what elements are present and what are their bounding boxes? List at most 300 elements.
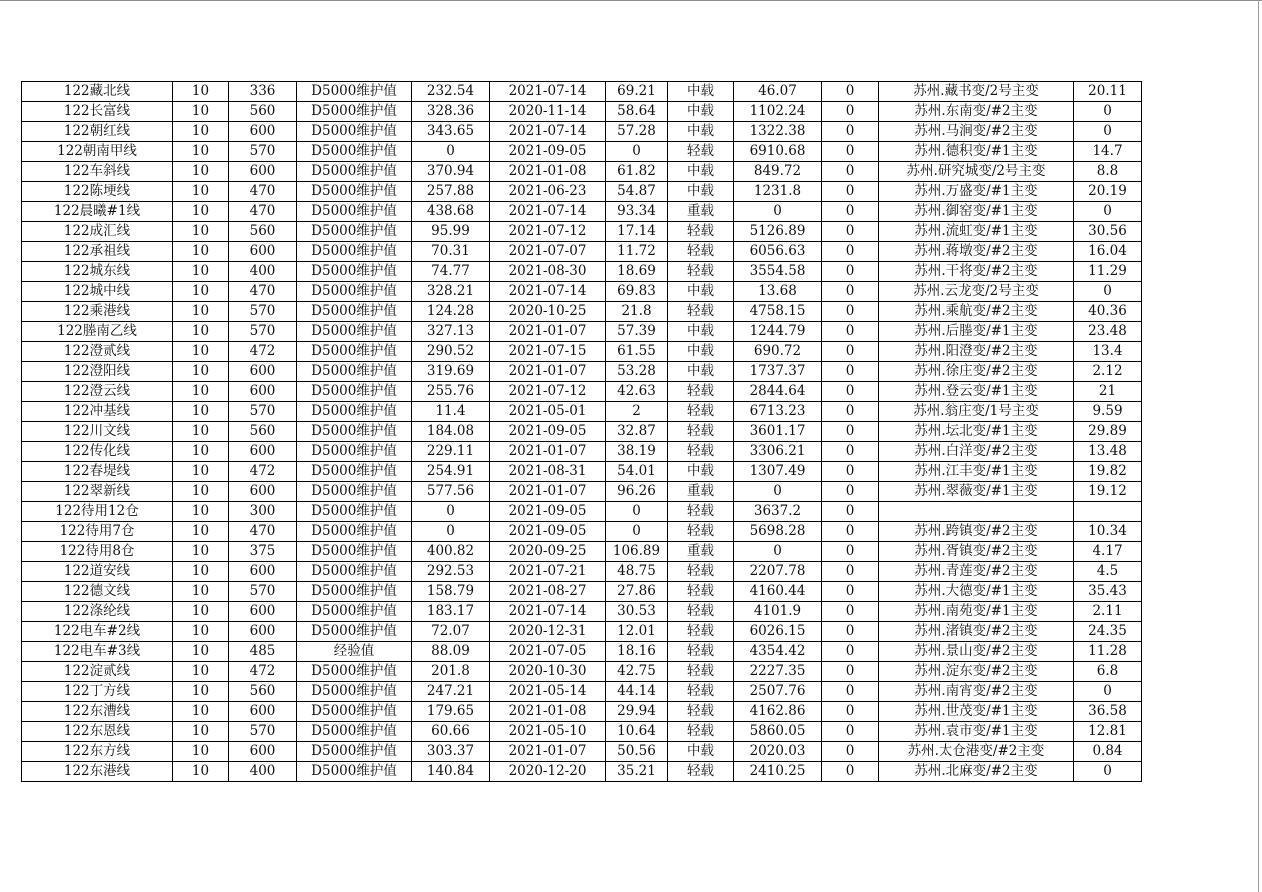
cell-current[interactable]: 0	[412, 142, 490, 162]
cell-date[interactable]: 2021-07-12	[490, 222, 606, 242]
cell-capacity[interactable]: 6713.23	[734, 402, 822, 422]
cell-count[interactable]: 0	[822, 402, 879, 422]
cell-rated-current[interactable]: 472	[229, 662, 297, 682]
cell-substation-transformer[interactable]: 苏州.研究城变/2号主变	[879, 162, 1074, 182]
cell-source[interactable]: D5000维护值	[297, 362, 412, 382]
cell-count[interactable]: 0	[822, 662, 879, 682]
cell-substation-transformer[interactable]: 苏州.袁市变/#1主变	[879, 722, 1074, 742]
cell-rated-current[interactable]: 560	[229, 682, 297, 702]
cell-count[interactable]: 0	[822, 322, 879, 342]
cell-load-status[interactable]: 轻载	[668, 262, 734, 282]
cell-current[interactable]: 328.21	[412, 282, 490, 302]
cell-date[interactable]: 2020-12-31	[490, 622, 606, 642]
cell-substation-transformer[interactable]: 苏州.万盛变/#1主变	[879, 182, 1074, 202]
cell-transformer-load[interactable]: 40.36	[1074, 302, 1142, 322]
cell-capacity[interactable]: 5860.05	[734, 722, 822, 742]
cell-load-rate[interactable]: 12.01	[606, 622, 668, 642]
cell-date[interactable]: 2021-01-08	[490, 702, 606, 722]
cell-substation-transformer[interactable]: 苏州.徐庄变/#2主变	[879, 362, 1074, 382]
cell-source[interactable]: D5000维护值	[297, 342, 412, 362]
cell-current[interactable]: 158.79	[412, 582, 490, 602]
cell-source[interactable]: D5000维护值	[297, 142, 412, 162]
cell-source[interactable]: D5000维护值	[297, 622, 412, 642]
cell-rated-current[interactable]: 472	[229, 462, 297, 482]
cell-date[interactable]: 2020-10-30	[490, 662, 606, 682]
cell-rated-current[interactable]: 300	[229, 502, 297, 522]
cell-substation-transformer[interactable]: 苏州.藏书变/2号主变	[879, 82, 1074, 102]
cell-rated-current[interactable]: 600	[229, 622, 297, 642]
cell-current[interactable]: 95.99	[412, 222, 490, 242]
cell-transformer-load[interactable]: 0	[1074, 682, 1142, 702]
cell-rated-current[interactable]: 336	[229, 82, 297, 102]
cell-capacity[interactable]: 1244.79	[734, 322, 822, 342]
cell-load-rate[interactable]: 17.14	[606, 222, 668, 242]
cell-current[interactable]: 257.88	[412, 182, 490, 202]
cell-count[interactable]: 0	[822, 142, 879, 162]
cell-source[interactable]: D5000维护值	[297, 222, 412, 242]
cell-count[interactable]: 0	[822, 202, 879, 222]
cell-voltage[interactable]: 10	[173, 282, 229, 302]
cell-current[interactable]: 328.36	[412, 102, 490, 122]
cell-date[interactable]: 2021-01-07	[490, 482, 606, 502]
cell-substation-transformer[interactable]: 苏州.南宵变/#2主变	[879, 682, 1074, 702]
cell-line-name[interactable]: 122德文线	[22, 582, 173, 602]
cell-source[interactable]: D5000维护值	[297, 522, 412, 542]
cell-date[interactable]: 2021-08-31	[490, 462, 606, 482]
cell-current[interactable]: 290.52	[412, 342, 490, 362]
cell-voltage[interactable]: 10	[173, 442, 229, 462]
cell-load-rate[interactable]: 53.28	[606, 362, 668, 382]
cell-transformer-load[interactable]: 0	[1074, 282, 1142, 302]
cell-rated-current[interactable]: 470	[229, 522, 297, 542]
cell-voltage[interactable]: 10	[173, 102, 229, 122]
cell-line-name[interactable]: 122晨曦#1线	[22, 202, 173, 222]
cell-load-rate[interactable]: 0	[606, 502, 668, 522]
cell-load-status[interactable]: 轻载	[668, 582, 734, 602]
cell-capacity[interactable]: 3306.21	[734, 442, 822, 462]
cell-capacity[interactable]: 4101.9	[734, 602, 822, 622]
cell-line-name[interactable]: 122澄云线	[22, 382, 173, 402]
cell-source[interactable]: D5000维护值	[297, 382, 412, 402]
cell-load-status[interactable]: 轻载	[668, 402, 734, 422]
cell-count[interactable]: 0	[822, 442, 879, 462]
cell-load-rate[interactable]: 54.87	[606, 182, 668, 202]
cell-date[interactable]: 2021-09-05	[490, 142, 606, 162]
cell-current[interactable]: 124.28	[412, 302, 490, 322]
cell-load-status[interactable]: 轻载	[668, 682, 734, 702]
cell-capacity[interactable]: 4162.86	[734, 702, 822, 722]
cell-load-rate[interactable]: 61.82	[606, 162, 668, 182]
cell-source[interactable]: 经验值	[297, 642, 412, 662]
cell-rated-current[interactable]: 560	[229, 102, 297, 122]
cell-capacity[interactable]: 1322.38	[734, 122, 822, 142]
cell-line-name[interactable]: 122东恩线	[22, 722, 173, 742]
cell-count[interactable]: 0	[822, 382, 879, 402]
cell-line-name[interactable]: 122东漕线	[22, 702, 173, 722]
cell-line-name[interactable]: 122川文线	[22, 422, 173, 442]
cell-line-name[interactable]: 122澄阳线	[22, 362, 173, 382]
cell-capacity[interactable]: 0	[734, 202, 822, 222]
cell-voltage[interactable]: 10	[173, 602, 229, 622]
cell-date[interactable]: 2021-07-05	[490, 642, 606, 662]
cell-substation-transformer[interactable]: 苏州.太仓港变/#2主变	[879, 742, 1074, 762]
cell-count[interactable]: 0	[822, 82, 879, 102]
cell-source[interactable]: D5000维护值	[297, 202, 412, 222]
cell-load-rate[interactable]: 44.14	[606, 682, 668, 702]
cell-source[interactable]: D5000维护值	[297, 762, 412, 782]
cell-current[interactable]: 370.94	[412, 162, 490, 182]
cell-source[interactable]: D5000维护值	[297, 582, 412, 602]
cell-count[interactable]: 0	[822, 302, 879, 322]
cell-rated-current[interactable]: 560	[229, 222, 297, 242]
cell-count[interactable]: 0	[822, 562, 879, 582]
cell-load-rate[interactable]: 106.89	[606, 542, 668, 562]
cell-date[interactable]: 2021-07-21	[490, 562, 606, 582]
cell-load-status[interactable]: 轻载	[668, 622, 734, 642]
cell-current[interactable]: 201.8	[412, 662, 490, 682]
cell-load-status[interactable]: 中载	[668, 122, 734, 142]
cell-line-name[interactable]: 122淀贰线	[22, 662, 173, 682]
cell-count[interactable]: 0	[822, 262, 879, 282]
cell-date[interactable]: 2021-01-07	[490, 322, 606, 342]
cell-load-rate[interactable]: 18.69	[606, 262, 668, 282]
cell-rated-current[interactable]: 470	[229, 282, 297, 302]
cell-rated-current[interactable]: 600	[229, 702, 297, 722]
cell-substation-transformer[interactable]: 苏州.世茂变/#1主变	[879, 702, 1074, 722]
cell-load-status[interactable]: 重载	[668, 542, 734, 562]
cell-line-name[interactable]: 122车斜线	[22, 162, 173, 182]
cell-transformer-load[interactable]: 0.84	[1074, 742, 1142, 762]
cell-rated-current[interactable]: 400	[229, 262, 297, 282]
cell-date[interactable]: 2021-01-07	[490, 362, 606, 382]
cell-line-name[interactable]: 122涤纶线	[22, 602, 173, 622]
cell-date[interactable]: 2021-07-14	[490, 82, 606, 102]
cell-transformer-load[interactable]: 20.19	[1074, 182, 1142, 202]
cell-rated-current[interactable]: 600	[229, 482, 297, 502]
cell-current[interactable]: 247.21	[412, 682, 490, 702]
cell-voltage[interactable]: 10	[173, 502, 229, 522]
cell-transformer-load[interactable]: 29.89	[1074, 422, 1142, 442]
cell-rated-current[interactable]: 570	[229, 322, 297, 342]
cell-load-rate[interactable]: 69.21	[606, 82, 668, 102]
cell-load-rate[interactable]: 58.64	[606, 102, 668, 122]
cell-line-name[interactable]: 122翠新线	[22, 482, 173, 502]
cell-source[interactable]: D5000维护值	[297, 102, 412, 122]
cell-transformer-load[interactable]: 0	[1074, 762, 1142, 782]
cell-source[interactable]: D5000维护值	[297, 462, 412, 482]
cell-substation-transformer[interactable]: 苏州.跨镇变/#2主变	[879, 522, 1074, 542]
cell-current[interactable]: 60.66	[412, 722, 490, 742]
cell-source[interactable]: D5000维护值	[297, 542, 412, 562]
cell-line-name[interactable]: 122冲基线	[22, 402, 173, 422]
cell-date[interactable]: 2021-07-15	[490, 342, 606, 362]
cell-count[interactable]: 0	[822, 482, 879, 502]
cell-transformer-load[interactable]: 36.58	[1074, 702, 1142, 722]
cell-count[interactable]: 0	[822, 422, 879, 442]
cell-count[interactable]: 0	[822, 342, 879, 362]
cell-load-rate[interactable]: 42.63	[606, 382, 668, 402]
cell-capacity[interactable]: 1737.37	[734, 362, 822, 382]
cell-load-status[interactable]: 中载	[668, 282, 734, 302]
cell-load-rate[interactable]: 29.94	[606, 702, 668, 722]
cell-transformer-load[interactable]: 19.82	[1074, 462, 1142, 482]
cell-load-rate[interactable]: 96.26	[606, 482, 668, 502]
cell-voltage[interactable]: 10	[173, 242, 229, 262]
cell-line-name[interactable]: 122承祖线	[22, 242, 173, 262]
cell-rated-current[interactable]: 600	[229, 242, 297, 262]
cell-date[interactable]: 2021-07-14	[490, 122, 606, 142]
cell-load-status[interactable]: 轻载	[668, 502, 734, 522]
cell-voltage[interactable]: 10	[173, 702, 229, 722]
cell-load-status[interactable]: 轻载	[668, 562, 734, 582]
cell-substation-transformer[interactable]: 苏州.北麻变/#2主变	[879, 762, 1074, 782]
cell-capacity[interactable]: 2227.35	[734, 662, 822, 682]
cell-count[interactable]: 0	[822, 522, 879, 542]
cell-load-status[interactable]: 轻载	[668, 762, 734, 782]
cell-capacity[interactable]: 1307.49	[734, 462, 822, 482]
cell-source[interactable]: D5000维护值	[297, 82, 412, 102]
cell-transformer-load[interactable]: 14.7	[1074, 142, 1142, 162]
cell-load-status[interactable]: 中载	[668, 102, 734, 122]
cell-count[interactable]: 0	[822, 582, 879, 602]
cell-substation-transformer[interactable]: 苏州.阳澄变/#2主变	[879, 342, 1074, 362]
cell-line-name[interactable]: 122待用12仓	[22, 502, 173, 522]
cell-transformer-load[interactable]: 19.12	[1074, 482, 1142, 502]
cell-capacity[interactable]: 2020.03	[734, 742, 822, 762]
cell-load-rate[interactable]: 27.86	[606, 582, 668, 602]
cell-substation-transformer[interactable]: 苏州.翠薇变/#1主变	[879, 482, 1074, 502]
cell-current[interactable]: 140.84	[412, 762, 490, 782]
cell-substation-transformer[interactable]: 苏州.渚镇变/#2主变	[879, 622, 1074, 642]
cell-date[interactable]: 2021-07-14	[490, 602, 606, 622]
cell-load-status[interactable]: 中载	[668, 162, 734, 182]
cell-current[interactable]: 303.37	[412, 742, 490, 762]
cell-count[interactable]: 0	[822, 282, 879, 302]
cell-load-rate[interactable]: 32.87	[606, 422, 668, 442]
cell-current[interactable]: 292.53	[412, 562, 490, 582]
cell-date[interactable]: 2021-08-30	[490, 262, 606, 282]
cell-substation-transformer[interactable]: 苏州.青莲变/#2主变	[879, 562, 1074, 582]
cell-transformer-load[interactable]: 9.59	[1074, 402, 1142, 422]
cell-voltage[interactable]: 10	[173, 662, 229, 682]
cell-current[interactable]: 11.4	[412, 402, 490, 422]
cell-load-status[interactable]: 轻载	[668, 602, 734, 622]
cell-rated-current[interactable]: 570	[229, 142, 297, 162]
cell-load-status[interactable]: 轻载	[668, 242, 734, 262]
cell-rated-current[interactable]: 600	[229, 382, 297, 402]
cell-count[interactable]: 0	[822, 742, 879, 762]
cell-date[interactable]: 2021-08-27	[490, 582, 606, 602]
cell-capacity[interactable]: 6056.63	[734, 242, 822, 262]
cell-transformer-load[interactable]: 6.8	[1074, 662, 1142, 682]
cell-current[interactable]: 74.77	[412, 262, 490, 282]
cell-voltage[interactable]: 10	[173, 262, 229, 282]
cell-date[interactable]: 2021-05-01	[490, 402, 606, 422]
cell-voltage[interactable]: 10	[173, 302, 229, 322]
cell-current[interactable]: 438.68	[412, 202, 490, 222]
cell-load-rate[interactable]: 38.19	[606, 442, 668, 462]
cell-rated-current[interactable]: 570	[229, 402, 297, 422]
cell-current[interactable]: 343.65	[412, 122, 490, 142]
cell-line-name[interactable]: 122待用8仓	[22, 542, 173, 562]
cell-current[interactable]: 72.07	[412, 622, 490, 642]
cell-substation-transformer[interactable]: 苏州.蒋墩变/#2主变	[879, 242, 1074, 262]
cell-count[interactable]: 0	[822, 762, 879, 782]
cell-load-status[interactable]: 轻载	[668, 642, 734, 662]
cell-current[interactable]: 327.13	[412, 322, 490, 342]
cell-capacity[interactable]: 3601.17	[734, 422, 822, 442]
cell-load-status[interactable]: 轻载	[668, 522, 734, 542]
cell-current[interactable]: 400.82	[412, 542, 490, 562]
cell-voltage[interactable]: 10	[173, 382, 229, 402]
cell-date[interactable]: 2021-05-10	[490, 722, 606, 742]
cell-rated-current[interactable]: 600	[229, 122, 297, 142]
cell-current[interactable]: 179.65	[412, 702, 490, 722]
cell-load-status[interactable]: 轻载	[668, 422, 734, 442]
cell-capacity[interactable]: 1231.8	[734, 182, 822, 202]
cell-load-rate[interactable]: 2	[606, 402, 668, 422]
cell-load-rate[interactable]: 57.28	[606, 122, 668, 142]
cell-load-rate[interactable]: 57.39	[606, 322, 668, 342]
cell-line-name[interactable]: 122春堤线	[22, 462, 173, 482]
cell-load-rate[interactable]: 18.16	[606, 642, 668, 662]
cell-voltage[interactable]: 10	[173, 182, 229, 202]
cell-current[interactable]: 232.54	[412, 82, 490, 102]
cell-capacity[interactable]: 13.68	[734, 282, 822, 302]
cell-source[interactable]: D5000维护值	[297, 302, 412, 322]
cell-count[interactable]: 0	[822, 162, 879, 182]
cell-voltage[interactable]: 10	[173, 82, 229, 102]
cell-substation-transformer[interactable]: 苏州.流虹变/#1主变	[879, 222, 1074, 242]
cell-current[interactable]: 183.17	[412, 602, 490, 622]
cell-load-rate[interactable]: 0	[606, 522, 668, 542]
cell-count[interactable]: 0	[822, 542, 879, 562]
cell-date[interactable]: 2020-12-20	[490, 762, 606, 782]
cell-load-rate[interactable]: 30.53	[606, 602, 668, 622]
cell-substation-transformer[interactable]: 苏州.胥镇变/#2主变	[879, 542, 1074, 562]
cell-capacity[interactable]: 46.07	[734, 82, 822, 102]
cell-transformer-load[interactable]: 0	[1074, 202, 1142, 222]
cell-substation-transformer[interactable]: 苏州.景山变/#2主变	[879, 642, 1074, 662]
cell-load-rate[interactable]: 10.64	[606, 722, 668, 742]
cell-load-status[interactable]: 重载	[668, 482, 734, 502]
cell-date[interactable]: 2021-01-07	[490, 442, 606, 462]
cell-voltage[interactable]: 10	[173, 322, 229, 342]
cell-load-rate[interactable]: 35.21	[606, 762, 668, 782]
cell-transformer-load[interactable]: 4.5	[1074, 562, 1142, 582]
cell-transformer-load[interactable]: 16.04	[1074, 242, 1142, 262]
cell-date[interactable]: 2021-09-05	[490, 522, 606, 542]
cell-date[interactable]: 2020-09-25	[490, 542, 606, 562]
cell-load-rate[interactable]: 61.55	[606, 342, 668, 362]
cell-voltage[interactable]: 10	[173, 682, 229, 702]
cell-voltage[interactable]: 10	[173, 402, 229, 422]
cell-load-status[interactable]: 中载	[668, 182, 734, 202]
cell-count[interactable]: 0	[822, 182, 879, 202]
cell-rated-current[interactable]: 570	[229, 302, 297, 322]
cell-current[interactable]: 577.56	[412, 482, 490, 502]
cell-count[interactable]: 0	[822, 702, 879, 722]
cell-capacity[interactable]: 849.72	[734, 162, 822, 182]
cell-rated-current[interactable]: 470	[229, 182, 297, 202]
cell-source[interactable]: D5000维护值	[297, 662, 412, 682]
cell-substation-transformer[interactable]: 苏州.翁庄变/1号主变	[879, 402, 1074, 422]
cell-substation-transformer[interactable]: 苏州.南苑变/#1主变	[879, 602, 1074, 622]
cell-transformer-load[interactable]: 24.35	[1074, 622, 1142, 642]
cell-capacity[interactable]: 690.72	[734, 342, 822, 362]
cell-load-status[interactable]: 中载	[668, 82, 734, 102]
cell-line-name[interactable]: 122丁方线	[22, 682, 173, 702]
cell-count[interactable]: 0	[822, 242, 879, 262]
cell-source[interactable]: D5000维护值	[297, 402, 412, 422]
cell-current[interactable]: 184.08	[412, 422, 490, 442]
cell-source[interactable]: D5000维护值	[297, 282, 412, 302]
cell-date[interactable]: 2021-05-14	[490, 682, 606, 702]
cell-substation-transformer[interactable]: 苏州.登云变/#1主变	[879, 382, 1074, 402]
cell-load-status[interactable]: 中载	[668, 322, 734, 342]
cell-load-status[interactable]: 轻载	[668, 442, 734, 462]
cell-current[interactable]: 88.09	[412, 642, 490, 662]
cell-count[interactable]: 0	[822, 642, 879, 662]
cell-load-rate[interactable]: 50.56	[606, 742, 668, 762]
cell-load-status[interactable]: 中载	[668, 342, 734, 362]
cell-transformer-load[interactable]: 8.8	[1074, 162, 1142, 182]
cell-transformer-load[interactable]: 13.4	[1074, 342, 1142, 362]
cell-current[interactable]: 0	[412, 502, 490, 522]
cell-capacity[interactable]: 5698.28	[734, 522, 822, 542]
cell-source[interactable]: D5000维护值	[297, 242, 412, 262]
cell-source[interactable]: D5000维护值	[297, 682, 412, 702]
cell-voltage[interactable]: 10	[173, 162, 229, 182]
cell-voltage[interactable]: 10	[173, 462, 229, 482]
cell-substation-transformer[interactable]: 苏州.御窑变/#1主变	[879, 202, 1074, 222]
cell-transformer-load[interactable]: 20.11	[1074, 82, 1142, 102]
cell-capacity[interactable]: 2207.78	[734, 562, 822, 582]
cell-rated-current[interactable]: 470	[229, 202, 297, 222]
cell-load-status[interactable]: 轻载	[668, 222, 734, 242]
cell-rated-current[interactable]: 600	[229, 362, 297, 382]
cell-rated-current[interactable]: 560	[229, 422, 297, 442]
cell-substation-transformer[interactable]: 苏州.大德变/#1主变	[879, 582, 1074, 602]
cell-current[interactable]: 0	[412, 522, 490, 542]
cell-count[interactable]: 0	[822, 682, 879, 702]
cell-source[interactable]: D5000维护值	[297, 162, 412, 182]
cell-rated-current[interactable]: 600	[229, 162, 297, 182]
cell-source[interactable]: D5000维护值	[297, 442, 412, 462]
cell-line-name[interactable]: 122澄贰线	[22, 342, 173, 362]
cell-source[interactable]: D5000维护值	[297, 722, 412, 742]
cell-capacity[interactable]: 6026.15	[734, 622, 822, 642]
cell-current[interactable]: 255.76	[412, 382, 490, 402]
cell-voltage[interactable]: 10	[173, 762, 229, 782]
cell-capacity[interactable]: 2844.64	[734, 382, 822, 402]
cell-line-name[interactable]: 122待用7仓	[22, 522, 173, 542]
cell-substation-transformer[interactable]: 苏州.乘航变/#2主变	[879, 302, 1074, 322]
cell-load-status[interactable]: 中载	[668, 362, 734, 382]
cell-transformer-load[interactable]: 2.11	[1074, 602, 1142, 622]
cell-date[interactable]: 2021-09-05	[490, 422, 606, 442]
cell-source[interactable]: D5000维护值	[297, 322, 412, 342]
cell-substation-transformer[interactable]: 苏州.白洋变/#2主变	[879, 442, 1074, 462]
cell-transformer-load[interactable]: 35.43	[1074, 582, 1142, 602]
cell-capacity[interactable]: 3554.58	[734, 262, 822, 282]
cell-source[interactable]: D5000维护值	[297, 122, 412, 142]
cell-current[interactable]: 319.69	[412, 362, 490, 382]
cell-count[interactable]: 0	[822, 362, 879, 382]
cell-date[interactable]: 2021-07-14	[490, 202, 606, 222]
cell-count[interactable]: 0	[822, 122, 879, 142]
cell-voltage[interactable]: 10	[173, 722, 229, 742]
